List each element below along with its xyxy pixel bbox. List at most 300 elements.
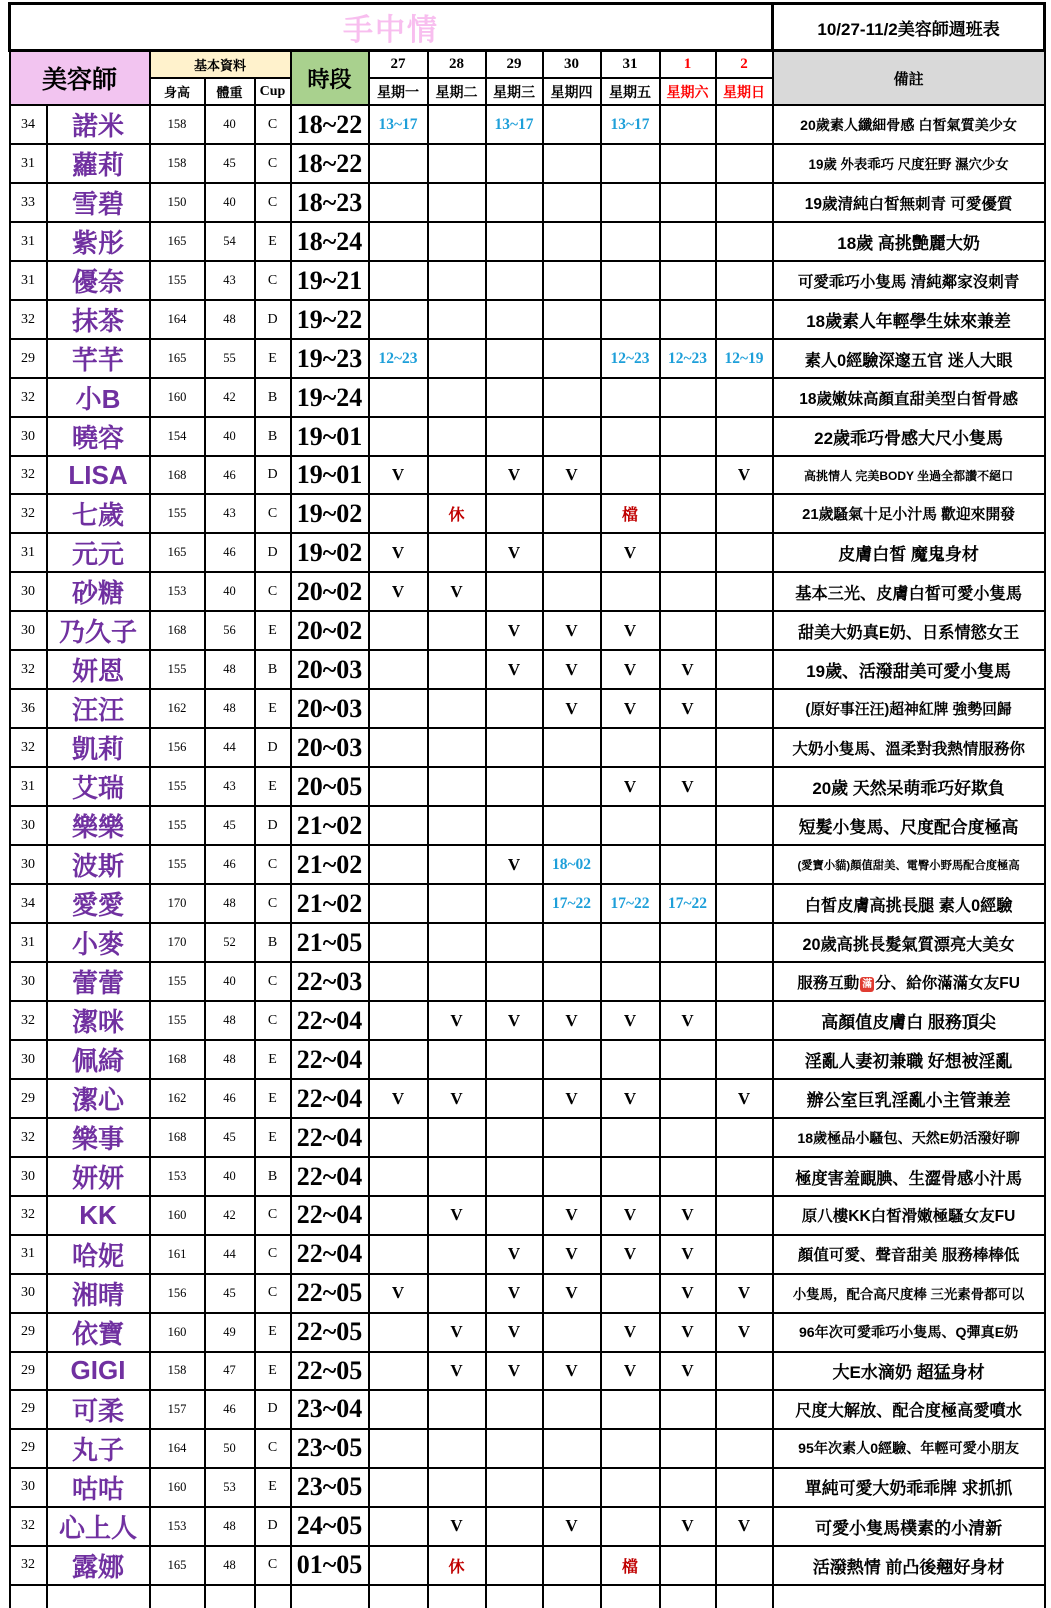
schedule-cell-thu [543, 1313, 601, 1352]
age-cell: 29 [10, 1313, 47, 1352]
schedule-cell-sun [716, 1468, 773, 1507]
height-cell: 162 [150, 1079, 205, 1118]
schedule-cell-tue [428, 417, 486, 456]
cup-cell: D [255, 300, 291, 339]
schedule-cell-mon [369, 1040, 428, 1079]
weekday-fri: 星期五 [601, 78, 660, 105]
name-cell: 佩綺 [47, 1040, 150, 1079]
time-slot-cell: 22~04 [291, 1079, 369, 1118]
age-cell [10, 1585, 47, 1608]
schedule-cell-sat [660, 923, 716, 962]
name-cell: 妍妍 [47, 1157, 150, 1196]
schedule-cell-fri [601, 144, 660, 183]
schedule-cell-sun [716, 923, 773, 962]
weight-cell: 55 [205, 339, 255, 378]
schedule-cell-wed [486, 1118, 543, 1157]
weight-cell: 46 [205, 456, 255, 494]
weight-cell: 46 [205, 845, 255, 884]
schedule-cell-sun [716, 884, 773, 923]
schedule-cell-sun [716, 689, 773, 728]
height-cell: 155 [150, 261, 205, 300]
schedule-cell-mon [369, 1196, 428, 1234]
table-row [10, 417, 1045, 456]
schedule-cell-sun [716, 261, 773, 300]
cup-cell: E [255, 1468, 291, 1507]
cup-cell: C [255, 962, 291, 1001]
remark-cell: 18歲素人年輕學生妹來兼差 [773, 300, 1045, 339]
schedule-cell-sat [660, 533, 716, 572]
age-cell: 31 [10, 533, 47, 572]
schedule-cell-fri: V [601, 611, 660, 650]
schedule-cell-mon [369, 417, 428, 456]
schedule-cell-mon [369, 1390, 428, 1429]
time-slot-cell: 18~23 [291, 183, 369, 222]
time-slot-cell: 19~01 [291, 417, 369, 456]
schedule-cell-fri [601, 1274, 660, 1313]
table-row [10, 1079, 1045, 1118]
cup-cell: E [255, 222, 291, 261]
schedule-cell-sat: V [660, 1001, 716, 1040]
name-cell: 小B [47, 378, 150, 417]
schedule-cell-wed [486, 417, 543, 456]
schedule-cell-mon: 12~23 [369, 339, 428, 378]
schedule-cell-sat [660, 1118, 716, 1157]
name-cell: 汪汪 [47, 689, 150, 728]
weight-cell: 52 [205, 923, 255, 962]
height-cell: 168 [150, 1118, 205, 1157]
schedule-cell-wed [486, 689, 543, 728]
remark-cell: 高挑情人 完美BODY 坐過全都讚不絕口 [773, 456, 1045, 494]
name-cell: 潔咪 [47, 1001, 150, 1040]
name-cell: 艾瑞 [47, 767, 150, 806]
schedule-cell-fri: V [601, 1196, 660, 1234]
schedule-cell-sun [716, 378, 773, 417]
remark-cell: 可愛小隻馬樸素的小清新 [773, 1507, 1045, 1546]
day-date-1: 1 [660, 51, 716, 79]
time-slot-cell: 20~02 [291, 611, 369, 650]
col-header-remarks: 備註 [773, 51, 1045, 106]
height-cell: 153 [150, 572, 205, 611]
schedule-cell-thu [543, 339, 601, 378]
cup-cell: B [255, 417, 291, 456]
table-row [10, 689, 1045, 728]
schedule-cell-thu [543, 1546, 601, 1585]
schedule-cell-tue [428, 728, 486, 767]
height-cell: 164 [150, 300, 205, 339]
schedule-cell-wed: V [486, 1352, 543, 1390]
time-slot-cell: 19~24 [291, 378, 369, 417]
schedule-cell-mon [369, 884, 428, 923]
cup-cell: E [255, 1040, 291, 1079]
schedule-cell-fri [601, 1118, 660, 1157]
name-cell: 妍恩 [47, 650, 150, 689]
schedule-cell-tue: V [428, 1352, 486, 1390]
schedule-cell-fri [601, 1040, 660, 1079]
schedule-cell-wed [486, 378, 543, 417]
height-cell: 158 [150, 1352, 205, 1390]
schedule-cell-tue [428, 767, 486, 806]
schedule-cell-sun [716, 572, 773, 611]
height-cell: 155 [150, 494, 205, 533]
schedule-cell-mon [369, 806, 428, 845]
age-cell: 30 [10, 417, 47, 456]
schedule-cell-mon [369, 222, 428, 261]
name-cell: 哈妮 [47, 1235, 150, 1274]
age-cell: 30 [10, 611, 47, 650]
schedule-cell-wed [486, 572, 543, 611]
schedule-cell-sun [716, 222, 773, 261]
schedule-cell-wed [486, 884, 543, 923]
height-cell: 155 [150, 806, 205, 845]
schedule-cell-wed [486, 1507, 543, 1546]
name-cell: 七歲 [47, 494, 150, 533]
schedule-cell-sun [716, 1118, 773, 1157]
name-cell: 芊芊 [47, 339, 150, 378]
schedule-cell-fri: 13~17 [601, 105, 660, 144]
time-slot-cell: 18~22 [291, 105, 369, 144]
col-header-time-slot: 時段 [291, 51, 369, 106]
name-cell: 蕾蕾 [47, 962, 150, 1001]
schedule-cell-sat [660, 1585, 716, 1608]
schedule-cell-thu: V [543, 1274, 601, 1313]
schedule-cell-tue: V [428, 1313, 486, 1352]
schedule-table [8, 2, 1046, 1608]
age-cell: 31 [10, 222, 47, 261]
schedule-cell-fri: V [601, 689, 660, 728]
schedule-cell-tue [428, 1118, 486, 1157]
weight-cell: 46 [205, 1079, 255, 1118]
height-cell: 168 [150, 1040, 205, 1079]
table-row [10, 1313, 1045, 1352]
name-cell: 雪碧 [47, 183, 150, 222]
table-row [10, 884, 1045, 923]
schedule-cell-sat: V [660, 767, 716, 806]
schedule-cell-tue [428, 261, 486, 300]
weight-cell: 48 [205, 1507, 255, 1546]
schedule-cell-sat [660, 494, 716, 533]
schedule-cell-thu [543, 1390, 601, 1429]
age-cell: 36 [10, 689, 47, 728]
schedule-cell-tue [428, 1040, 486, 1079]
schedule-cell-fri [601, 1157, 660, 1196]
schedule-cell-mon [369, 1352, 428, 1390]
remark-cell: 白皙皮膚高挑長腿 素人0經驗 [773, 884, 1045, 923]
height-cell: 165 [150, 339, 205, 378]
time-slot-cell: 20~05 [291, 767, 369, 806]
weight-cell: 48 [205, 689, 255, 728]
schedule-cell-sun [716, 845, 773, 884]
schedule-cell-thu [543, 923, 601, 962]
schedule-cell-fri [601, 1468, 660, 1507]
time-slot-cell: 20~03 [291, 689, 369, 728]
height-cell: 150 [150, 183, 205, 222]
age-cell: 29 [10, 1429, 47, 1468]
age-cell: 32 [10, 300, 47, 339]
schedule-cell-sat [660, 806, 716, 845]
schedule-cell-sun [716, 533, 773, 572]
schedule-cell-fri: 12~23 [601, 339, 660, 378]
weight-cell: 50 [205, 1429, 255, 1468]
weight-cell: 45 [205, 1274, 255, 1313]
schedule-cell-thu: V [543, 1001, 601, 1040]
schedule-cell-sat [660, 300, 716, 339]
table-row [10, 1157, 1045, 1196]
schedule-cell-wed: V [486, 650, 543, 689]
name-cell: 可柔 [47, 1390, 150, 1429]
name-cell: 凱莉 [47, 728, 150, 767]
schedule-cell-tue: V [428, 1507, 486, 1546]
schedule-cell-fri [601, 1507, 660, 1546]
height-cell: 156 [150, 1274, 205, 1313]
col-header-basic-info: 基本資料 [150, 51, 291, 79]
time-slot-cell: 22~04 [291, 1196, 369, 1234]
schedule-cell-tue [428, 222, 486, 261]
schedule-cell-fri: 17~22 [601, 884, 660, 923]
time-slot-cell: 22~04 [291, 1040, 369, 1079]
table-row [10, 1352, 1045, 1390]
time-slot-cell: 22~05 [291, 1313, 369, 1352]
height-cell: 160 [150, 1468, 205, 1507]
height-cell: 153 [150, 1157, 205, 1196]
weight-cell: 48 [205, 300, 255, 339]
weekday-wed: 星期三 [486, 78, 543, 105]
table-row [10, 650, 1045, 689]
schedule-cell-tue [428, 183, 486, 222]
schedule-cell-wed [486, 1585, 543, 1608]
schedule-cell-mon [369, 378, 428, 417]
schedule-cell-sat: V [660, 1507, 716, 1546]
weight-cell: 44 [205, 1235, 255, 1274]
schedule-cell-sun [716, 1040, 773, 1079]
schedule-cell-thu [543, 494, 601, 533]
time-slot-cell: 20~03 [291, 728, 369, 767]
schedule-cell-fri: 檔 [601, 1546, 660, 1585]
schedule-cell-sat: V [660, 650, 716, 689]
title-row [10, 4, 1045, 51]
table-row [10, 183, 1045, 222]
schedule-cell-mon [369, 1235, 428, 1274]
remark-cell: 21歲騷氣十足小汁馬 歡迎來開發 [773, 494, 1045, 533]
table-row [10, 611, 1045, 650]
schedule-cell-mon [369, 1313, 428, 1352]
remark-cell: 單純可愛大奶乖乖牌 求抓抓 [773, 1468, 1045, 1507]
cup-cell: C [255, 1235, 291, 1274]
schedule-cell-mon [369, 728, 428, 767]
schedule-cell-tue [428, 1274, 486, 1313]
schedule-cell-sat [660, 183, 716, 222]
cup-cell: C [255, 884, 291, 923]
age-cell: 31 [10, 767, 47, 806]
height-cell: 162 [150, 689, 205, 728]
schedule-cell-sun: 12~19 [716, 339, 773, 378]
name-cell: 元元 [47, 533, 150, 572]
schedule-cell-wed: V [486, 533, 543, 572]
schedule-cell-thu [543, 806, 601, 845]
name-cell: 丸子 [47, 1429, 150, 1468]
cup-cell: E [255, 767, 291, 806]
cup-cell: D [255, 456, 291, 494]
time-slot-cell: 21~02 [291, 845, 369, 884]
age-cell: 30 [10, 1468, 47, 1507]
schedule-cell-thu: V [543, 611, 601, 650]
cup-cell: C [255, 105, 291, 144]
schedule-cell-sun: V [716, 1507, 773, 1546]
weight-cell: 40 [205, 962, 255, 1001]
schedule-cell-tue [428, 806, 486, 845]
schedule-cell-wed [486, 339, 543, 378]
remark-cell: 尺度大解放、配合度極高愛噴水 [773, 1390, 1045, 1429]
weekday-sat: 星期六 [660, 78, 716, 105]
height-cell: 165 [150, 222, 205, 261]
table-row [10, 962, 1045, 1001]
schedule-cell-mon: V [369, 1079, 428, 1118]
table-row [10, 1040, 1045, 1079]
schedule-cell-fri: V [601, 1352, 660, 1390]
name-cell: 湘晴 [47, 1274, 150, 1313]
schedule-cell-thu: V [543, 1079, 601, 1118]
schedule-cell-fri [601, 806, 660, 845]
height-cell: 160 [150, 1313, 205, 1352]
age-cell: 30 [10, 1274, 47, 1313]
remark-cell: (原好事汪汪)超神紅牌 強勢回歸 [773, 689, 1045, 728]
remark-cell: 顏值可愛、聲音甜美 服務棒棒低 [773, 1235, 1045, 1274]
cup-cell: B [255, 923, 291, 962]
schedule-cell-sat [660, 261, 716, 300]
schedule-cell-sat: 12~23 [660, 339, 716, 378]
age-cell: 30 [10, 845, 47, 884]
schedule-cell-tue [428, 533, 486, 572]
schedule-cell-fri: V [601, 1313, 660, 1352]
weight-cell: 43 [205, 767, 255, 806]
cup-cell: C [255, 261, 291, 300]
time-slot-cell: 22~03 [291, 962, 369, 1001]
schedule-cell-wed [486, 767, 543, 806]
schedule-cell-wed [486, 1468, 543, 1507]
height-cell: 160 [150, 378, 205, 417]
height-cell: 155 [150, 1001, 205, 1040]
cup-cell: E [255, 339, 291, 378]
height-cell: 168 [150, 456, 205, 494]
day-date-30: 30 [543, 51, 601, 79]
schedule-cell-wed [486, 923, 543, 962]
table-row [10, 1001, 1045, 1040]
day-date-31: 31 [601, 51, 660, 79]
height-cell: 154 [150, 417, 205, 456]
name-cell: 乃久子 [47, 611, 150, 650]
table-row [10, 572, 1045, 611]
schedule-cell-sat [660, 417, 716, 456]
schedule-cell-thu: V [543, 1352, 601, 1390]
weight-cell: 54 [205, 222, 255, 261]
table-row [10, 728, 1045, 767]
cup-cell: B [255, 650, 291, 689]
schedule-cell-mon: V [369, 1274, 428, 1313]
schedule-cell-sat: V [660, 1352, 716, 1390]
schedule-cell-thu [543, 144, 601, 183]
remark-cell [773, 1585, 1045, 1608]
schedule-cell-tue [428, 105, 486, 144]
time-slot-cell: 22~04 [291, 1001, 369, 1040]
schedule-cell-sat [660, 222, 716, 261]
time-slot-cell: 19~02 [291, 533, 369, 572]
schedule-cell-mon: 13~17 [369, 105, 428, 144]
schedule-cell-thu [543, 183, 601, 222]
cup-cell: C [255, 1546, 291, 1585]
table-row [10, 1429, 1045, 1468]
cup-cell: D [255, 1507, 291, 1546]
table-row [10, 261, 1045, 300]
day-date-2: 2 [716, 51, 773, 79]
name-cell: 抹茶 [47, 300, 150, 339]
table-row [10, 923, 1045, 962]
schedule-cell-thu [543, 1585, 601, 1608]
schedule-cell-tue [428, 1585, 486, 1608]
table-row [10, 144, 1045, 183]
schedule-cell-fri: V [601, 1235, 660, 1274]
weight-cell: 43 [205, 494, 255, 533]
cup-cell: C [255, 183, 291, 222]
schedule-cell-sat [660, 144, 716, 183]
schedule-cell-mon [369, 261, 428, 300]
time-slot-cell: 21~02 [291, 806, 369, 845]
remark-cell: 甜美大奶真E奶、日系情慾女王 [773, 611, 1045, 650]
page-title: 手中情 [10, 4, 773, 51]
schedule-cell-tue: V [428, 1001, 486, 1040]
age-cell: 31 [10, 261, 47, 300]
cup-cell: E [255, 689, 291, 728]
height-cell: 158 [150, 144, 205, 183]
cup-cell [255, 1585, 291, 1608]
age-cell: 32 [10, 456, 47, 494]
day-date-28: 28 [428, 51, 486, 79]
schedule-cell-mon [369, 611, 428, 650]
weight-cell: 40 [205, 572, 255, 611]
schedule-cell-tue [428, 884, 486, 923]
schedule-cell-wed [486, 144, 543, 183]
schedule-cell-wed [486, 962, 543, 1001]
schedule-cell-thu: V [543, 456, 601, 494]
schedule-cell-wed [486, 494, 543, 533]
schedule-cell-sat: V [660, 1313, 716, 1352]
remark-cell: 原八樓KK白皙滑嫩極騷女友FU [773, 1196, 1045, 1234]
schedule-cell-thu [543, 378, 601, 417]
time-slot-cell: 19~23 [291, 339, 369, 378]
schedule-cell-thu: 17~22 [543, 884, 601, 923]
cup-cell: B [255, 378, 291, 417]
schedule-cell-fri [601, 261, 660, 300]
schedule-cell-wed: V [486, 1235, 543, 1274]
age-cell: 34 [10, 105, 47, 144]
remark-cell: 皮膚白皙 魔鬼身材 [773, 533, 1045, 572]
schedule-cell-sun [716, 1429, 773, 1468]
weekday-sun: 星期日 [716, 78, 773, 105]
schedule-cell-fri [601, 1585, 660, 1608]
weight-cell: 47 [205, 1352, 255, 1390]
schedule-cell-sun [716, 1352, 773, 1390]
time-slot-cell: 23~05 [291, 1468, 369, 1507]
schedule-cell-sun [716, 494, 773, 533]
schedule-cell-thu [543, 300, 601, 339]
schedule-cell-sun [716, 1546, 773, 1585]
schedule-cell-tue [428, 689, 486, 728]
schedule-cell-mon [369, 767, 428, 806]
schedule-cell-sun: V [716, 1274, 773, 1313]
cup-cell: C [255, 1274, 291, 1313]
schedule-cell-tue [428, 1429, 486, 1468]
schedule-cell-sun [716, 417, 773, 456]
schedule-cell-wed [486, 1040, 543, 1079]
schedule-cell-tue: 休 [428, 1546, 486, 1585]
